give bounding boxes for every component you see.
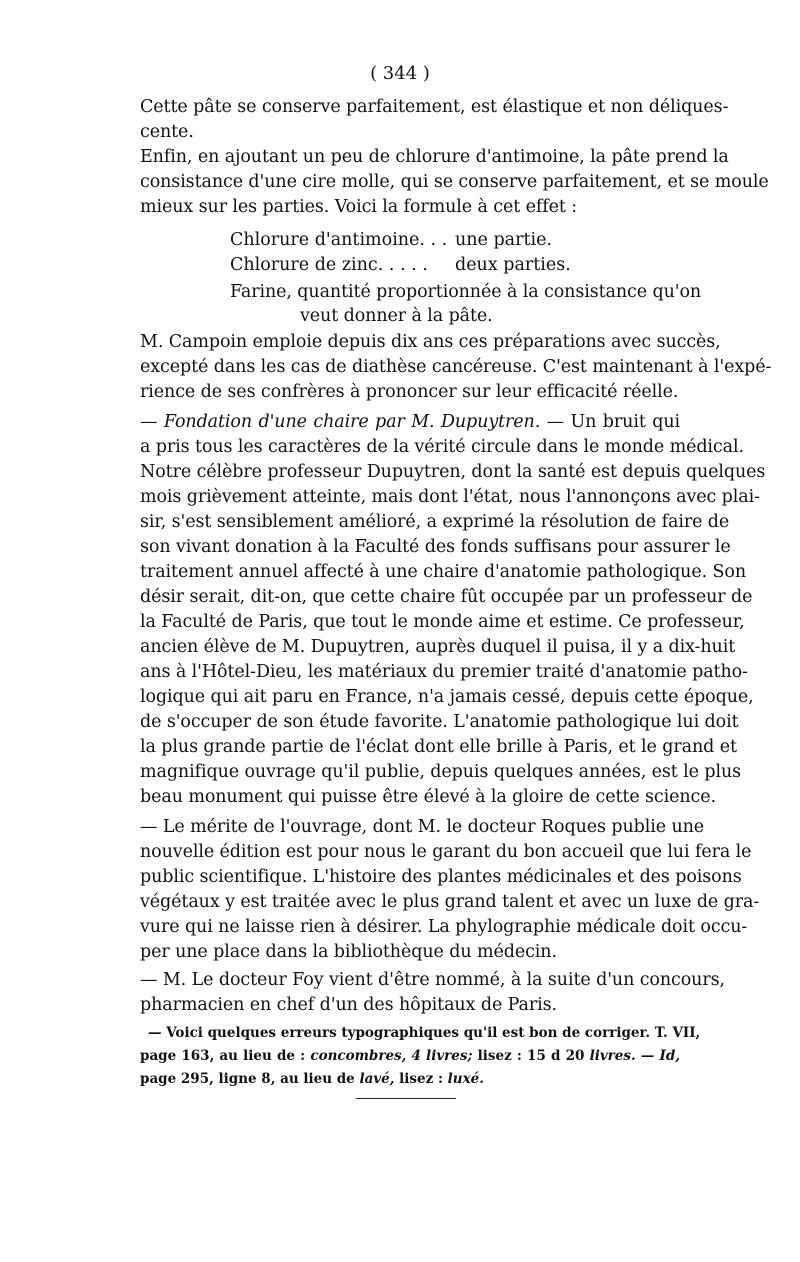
text-line: excepté dans les cas de diathèse cancéreuse. C'est maintenant à l'expé- [140, 357, 772, 377]
text-line: logique qui ait paru en France, n'a jamais cessé, depuis cette époque, [140, 687, 754, 707]
text-line: ans à l'Hôtel-Dieu, les matériaux du premier traité d'anatomie patho- [140, 662, 748, 682]
text-line: per une place dans la bibliothèque du médecin. [140, 942, 557, 962]
text-line: cente. [140, 122, 194, 142]
closing-rule [356, 1098, 456, 1099]
text-line: végétaux y est traitée avec le plus grand talent et avec un luxe de gra- [140, 892, 760, 912]
formula-amount: deux parties. [455, 255, 571, 275]
errata-italic: concombres, 4 livres; [310, 1048, 473, 1064]
formula-amount: une partie. [455, 230, 553, 250]
text-line: vure qui ne laisse rien à désirer. La phylographie médicale doit occu- [140, 917, 748, 937]
text-line: rience de ses confrères à prononcer sur leur efficacité réelle. [140, 382, 679, 402]
errata-text: lisez : [399, 1071, 443, 1087]
errata-text: page 295, ligne 8, au lieu de [140, 1071, 355, 1087]
text-line: beau monument qui puisse être élevé à la gloire de cette science. [140, 787, 716, 807]
formula-farine: Farine, quantité proportionnée à la consistance qu'on [230, 282, 702, 302]
errata-line: — Voici quelques erreurs typographiques qu'il est bon de corriger. T. VII, [148, 1025, 701, 1041]
text-line: nouvelle édition est pour nous le garant du bon accueil que lui fera le [140, 842, 752, 862]
text-line: de s'occuper de son étude favorite. L'anatomie pathologique lui doit [140, 712, 739, 732]
text-line: la Faculté de Paris, que tout le monde aime et estime. Ce professeur, [140, 612, 745, 632]
text-line: a pris tous les caractères de la vérité circule dans le monde médical. [140, 437, 744, 457]
text-line: — Le mérite de l'ouvrage, dont M. le docteur Roques publie une [140, 817, 705, 837]
text-line: Enfin, en ajoutant un peu de chlorure d'antimoine, la pâte prend la [140, 147, 729, 167]
text-line: mois grièvement atteinte, mais dont l'état, nous l'annonçons avec plai- [140, 487, 760, 507]
text-line: Notre célèbre professeur Dupuytren, dont la santé est depuis quelques [140, 462, 766, 482]
text-line: mieux sur les parties. Voici la formule à cet effet : [140, 197, 578, 217]
text-line: traitement annuel affecté à une chaire d'anatomie pathologique. Son [140, 562, 747, 582]
text-line: pharmacien en chef d'un des hôpitaux de Paris. [140, 995, 557, 1015]
text-line: la plus grande partie de l'éclat dont elle brille à Paris, et le grand et [140, 737, 737, 757]
text-line: M. Campoin emploie depuis dix ans ces préparations avec succès, [140, 332, 721, 352]
section-title: Fondation d'une chaire par M. Dupuytren. [163, 412, 541, 432]
formula-ingredient: Chlorure de zinc. . . . . [230, 255, 428, 275]
formula-ingredient: Chlorure d'antimoine. . . [230, 230, 448, 250]
text-line: ancien élève de M. Dupuytren, auprès duquel il puisa, il y a dix-huit [140, 637, 736, 657]
section-heading-line [140, 410, 680, 434]
text-line: désir serait, dit-on, que cette chaire fût occupée par un professeur de [140, 587, 753, 607]
errata-line [140, 1045, 680, 1067]
text-line: public scientifique. L'histoire des plantes médicinales et des poisons [140, 867, 742, 887]
errata-italic: lavé, [359, 1071, 395, 1087]
text-span: — Un bruit qui [546, 412, 680, 432]
errata-text: page 163, au lieu de : [140, 1048, 306, 1064]
text-line: sir, s'est sensiblement amélioré, a exprimé la résolution de faire de [140, 512, 730, 532]
text-line: — M. Le docteur Foy vient d'être nommé, à la suite d'un concours, [140, 970, 725, 990]
text-line: consistance d'une cire molle, qui se conserve parfaitement, et se moule [140, 172, 769, 192]
dash: — [140, 412, 158, 432]
errata-italic: luxé. [447, 1071, 484, 1087]
text-line: magnifique ouvrage qu'il publie, depuis quelques années, est le plus [140, 762, 742, 782]
text-line: son vivant donation à la Faculté des fonds suffisans pour assurer le [140, 537, 731, 557]
errata-italic: livres. — Id, [589, 1048, 680, 1064]
errata-text: lisez : 15 d 20 [477, 1048, 585, 1064]
errata-line [140, 1068, 680, 1090]
text-line: Cette pâte se conserve parfaitement, est élastique et non déliques- [140, 97, 729, 117]
formula-farine: veut donner à la pâte. [300, 306, 493, 326]
page-number: ( 344 ) [370, 63, 430, 84]
